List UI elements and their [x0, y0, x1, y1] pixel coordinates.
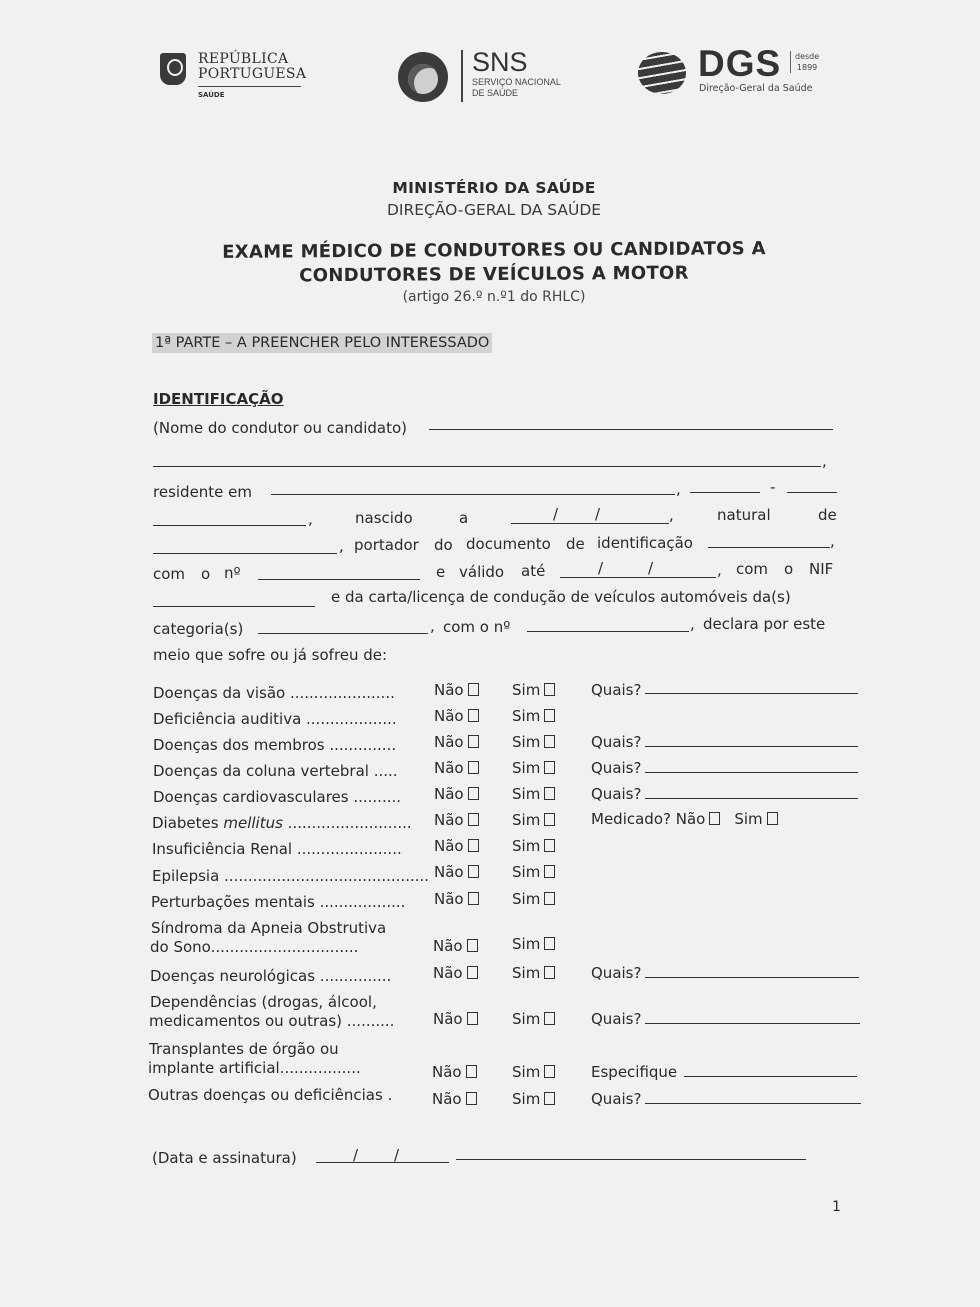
- vision-yes-checkbox[interactable]: [544, 683, 555, 696]
- name-field[interactable]: [429, 429, 833, 430]
- mellitus-word: mellitus: [223, 814, 283, 832]
- identification-label: identificação: [597, 534, 693, 552]
- which-label: Quais?: [591, 785, 642, 803]
- yes-label: Sim: [512, 837, 541, 855]
- condition-label-epilepsy: Epilepsia ...........................................: [152, 867, 430, 885]
- globe-icon: [638, 52, 686, 94]
- cardiovascular-yes-checkbox[interactable]: [544, 787, 555, 800]
- condition-label-vision: Doenças da visão ......................: [153, 684, 395, 702]
- license-number-label: com o nº: [443, 618, 511, 636]
- yes-label: Sim: [512, 964, 541, 982]
- sns-title: SNS: [472, 47, 528, 77]
- no-label: Não: [433, 937, 463, 955]
- mental-no-checkbox[interactable]: [468, 892, 479, 905]
- and-label: e: [436, 563, 446, 581]
- condition-label-apnea-line1: Síndroma da Apneia Obstrutiva: [151, 919, 387, 937]
- logo-divider: [198, 86, 301, 87]
- diabetes-yes-checkbox[interactable]: [544, 813, 555, 826]
- dgs-title: DGS: [698, 43, 782, 84]
- medicated-label: Medicado? Não: [591, 810, 706, 828]
- limbs-yes-checkbox[interactable]: [544, 735, 555, 748]
- apnea-yes-checkbox[interactable]: [544, 937, 555, 950]
- condition-label-renal: Insuficiência Renal ......................: [152, 840, 402, 858]
- dependencies-yes-checkbox[interactable]: [544, 1012, 555, 1025]
- medicated-yes-label: Sim: [734, 810, 763, 828]
- other-which-field[interactable]: [645, 1103, 861, 1104]
- republica-sub: SAÚDE: [198, 91, 225, 99]
- naturality-field[interactable]: [153, 553, 337, 554]
- condition-label-apnea-line2: do Sono...............................: [150, 938, 359, 956]
- condition-label-transplants-line2: implante artificial.................: [148, 1059, 361, 1077]
- yes-label: Sim: [512, 863, 541, 881]
- medicated-yes-checkbox[interactable]: [767, 812, 778, 825]
- epilepsy-yes-checkbox[interactable]: [544, 865, 555, 878]
- spine-which-field[interactable]: [645, 772, 858, 773]
- no-label: Não: [433, 964, 463, 982]
- do-label: do: [434, 536, 453, 554]
- republica-word: REPÚBLICA: [198, 51, 289, 67]
- no-label: Não: [434, 837, 464, 855]
- neurological-which-field[interactable]: [645, 977, 859, 978]
- sns-emblem-icon: [398, 52, 448, 102]
- license-text: e da carta/licença de condução de veículos automóveis da(s): [331, 588, 791, 606]
- id-number-field[interactable]: [258, 579, 420, 580]
- condition-label-spine: Doenças da coluna vertebral .....: [153, 762, 398, 780]
- transplants-yes-checkbox[interactable]: [544, 1065, 555, 1078]
- renal-no-checkbox[interactable]: [468, 839, 479, 852]
- com-label: com: [153, 565, 186, 583]
- yes-label: Sim: [512, 759, 541, 777]
- which-label: Quais?: [591, 1010, 642, 1028]
- part1-banner: 1ª PARTE – A PREENCHER PELO INTERESSADO: [152, 333, 492, 353]
- renal-yes-checkbox[interactable]: [544, 839, 555, 852]
- postal-code-part2-field[interactable]: [787, 492, 837, 493]
- form-title-line1: EXAME MÉDICO DE CONDUTORES OU CANDIDATOS A: [222, 238, 766, 263]
- sns-sub-line1: SERVIÇO NACIONAL: [472, 77, 561, 87]
- locality-field[interactable]: [153, 525, 306, 526]
- no-label: Não: [434, 733, 464, 751]
- limbs-no-checkbox[interactable]: [468, 735, 479, 748]
- mental-yes-checkbox[interactable]: [544, 892, 555, 905]
- other-yes-checkbox[interactable]: [544, 1092, 555, 1105]
- declares-label: declara por este: [703, 615, 826, 633]
- resident-label: residente em: [153, 483, 253, 501]
- o2-label: o: [784, 560, 794, 578]
- portuguesa-word: PORTUGUESA: [198, 66, 307, 82]
- yes-label: Sim: [512, 1063, 541, 1081]
- signature-label: (Data e assinatura): [152, 1149, 297, 1167]
- transplants-no-checkbox[interactable]: [466, 1065, 477, 1078]
- which-label: Quais?: [591, 759, 642, 777]
- which-label: Quais?: [591, 681, 642, 699]
- diabetes-no-checkbox[interactable]: [468, 813, 479, 826]
- com2-label: com: [736, 560, 769, 578]
- dependencies-which-field[interactable]: [645, 1023, 860, 1024]
- signature-field[interactable]: [456, 1159, 806, 1160]
- cardiovascular-no-checkbox[interactable]: [468, 787, 479, 800]
- form-title-line2: CONDUTORES DE VEÍCULOS A MOTOR: [299, 262, 689, 287]
- spine-yes-checkbox[interactable]: [544, 761, 555, 774]
- birth-date-field[interactable]: [511, 523, 669, 524]
- cardiovascular-which-field[interactable]: [645, 798, 858, 799]
- category-field[interactable]: [258, 633, 428, 634]
- yes-label: Sim: [512, 733, 541, 751]
- yes-label: Sim: [512, 1010, 541, 1028]
- vision-which-field[interactable]: [645, 693, 858, 694]
- neurological-yes-checkbox[interactable]: [544, 966, 555, 979]
- no-label: Não: [433, 1010, 463, 1028]
- diabetes-dots: ..........................: [282, 814, 412, 832]
- condition-label-diabetes: [152, 814, 412, 832]
- name-label: (Nome do condutor ou candidato): [153, 419, 407, 437]
- condition-label-mental: Perturbações mentais ..................: [151, 893, 406, 911]
- logo-divider: [461, 50, 463, 102]
- yes-label: Sim: [512, 681, 541, 699]
- name-field-continued[interactable]: [153, 466, 821, 467]
- no-label: Não: [434, 890, 464, 908]
- no-label: Não: [432, 1063, 462, 1081]
- suffers-label: meio que sofre ou já sofreu de:: [153, 646, 388, 664]
- nif-label: NIF: [809, 560, 834, 578]
- holder-label: portador: [354, 536, 419, 554]
- id-expiry-date-field[interactable]: [560, 577, 716, 578]
- which-label: Quais?: [591, 1090, 642, 1108]
- dependencies-no-checkbox[interactable]: [467, 1012, 478, 1025]
- dgs-since-year: 1899: [796, 63, 818, 72]
- transplants-specify-field[interactable]: [684, 1076, 857, 1077]
- other-no-checkbox[interactable]: [466, 1092, 477, 1105]
- hearing-no-checkbox[interactable]: [468, 709, 479, 722]
- yes-label: Sim: [512, 811, 541, 829]
- document-label: documento: [466, 535, 551, 553]
- postal-code-part1-field[interactable]: [690, 492, 760, 493]
- neurological-no-checkbox[interactable]: [467, 966, 478, 979]
- which-label: Quais?: [591, 733, 642, 751]
- dgs-subtitle: Direção-Geral da Saúde: [699, 83, 813, 94]
- category-label: categoria(s): [153, 620, 244, 638]
- identification-heading: IDENTIFICAÇÃO: [153, 390, 284, 408]
- born-label: nascido: [355, 509, 413, 527]
- condition-label-dependencies-line2: medicamentos ou outras) ..........: [149, 1012, 395, 1030]
- diabetes-word: Diabetes: [152, 814, 224, 832]
- which-label: Quais?: [591, 964, 642, 982]
- vision-no-checkbox[interactable]: [468, 683, 479, 696]
- condition-label-other: Outras doenças ou deficiências .: [148, 1086, 393, 1104]
- no-label: Não: [434, 811, 464, 829]
- yes-label: Sim: [512, 1090, 541, 1108]
- yes-label: Sim: [512, 707, 541, 725]
- condition-label-neurological: Doenças neurológicas ...............: [150, 967, 392, 985]
- epilepsy-no-checkbox[interactable]: [468, 865, 479, 878]
- natural-de-label: de: [818, 506, 837, 524]
- shield-icon: [160, 53, 186, 85]
- medicated-no-checkbox[interactable]: [709, 812, 720, 825]
- no-label: Não: [434, 681, 464, 699]
- page-number: 1: [832, 1199, 841, 1215]
- limbs-which-field[interactable]: [645, 746, 858, 747]
- number-label: nº: [224, 564, 241, 582]
- condition-label-dependencies-line1: Dependências (drogas, álcool,: [150, 993, 377, 1011]
- signature-date-field[interactable]: [316, 1162, 449, 1163]
- spine-no-checkbox[interactable]: [468, 761, 479, 774]
- condition-label-limbs: Doenças dos membros ..............: [153, 736, 397, 754]
- hearing-yes-checkbox[interactable]: [544, 709, 555, 722]
- id-document-type-field[interactable]: [708, 547, 830, 548]
- de-label: de: [566, 535, 585, 553]
- no-label: Não: [434, 759, 464, 777]
- until-label: até: [521, 562, 546, 580]
- address-field[interactable]: [271, 494, 675, 495]
- nif-field[interactable]: [153, 606, 315, 607]
- no-label: Não: [434, 785, 464, 803]
- dgs-since-label: desde: [795, 52, 820, 61]
- article-reference: (artigo 26.º n.º1 do RHLC): [402, 289, 586, 305]
- natural-label: natural: [717, 506, 771, 524]
- yes-label: Sim: [512, 935, 541, 953]
- no-label: Não: [432, 1090, 462, 1108]
- born-a-label: a: [459, 509, 469, 527]
- condition-label-cardiovascular: Doenças cardiovasculares ..........: [153, 788, 402, 806]
- condition-label-transplants-line1: Transplantes de órgão ou: [149, 1040, 339, 1058]
- apnea-no-checkbox[interactable]: [467, 939, 478, 952]
- valid-label: válido: [459, 563, 505, 581]
- specify-label: Especifique: [591, 1063, 678, 1081]
- license-number-field[interactable]: [527, 631, 689, 632]
- sns-sub-line2: DE SAÚDE: [472, 88, 519, 98]
- yes-label: Sim: [512, 890, 541, 908]
- yes-label: Sim: [512, 785, 541, 803]
- ministry-heading: MINISTÉRIO DA SAÚDE: [392, 179, 596, 197]
- condition-label-hearing: Deficiência auditiva ...................: [153, 710, 397, 728]
- o-label: o: [201, 565, 211, 583]
- direction-heading: DIREÇÃO-GERAL DA SAÚDE: [386, 201, 602, 219]
- no-label: Não: [434, 863, 464, 881]
- no-label: Não: [434, 707, 464, 725]
